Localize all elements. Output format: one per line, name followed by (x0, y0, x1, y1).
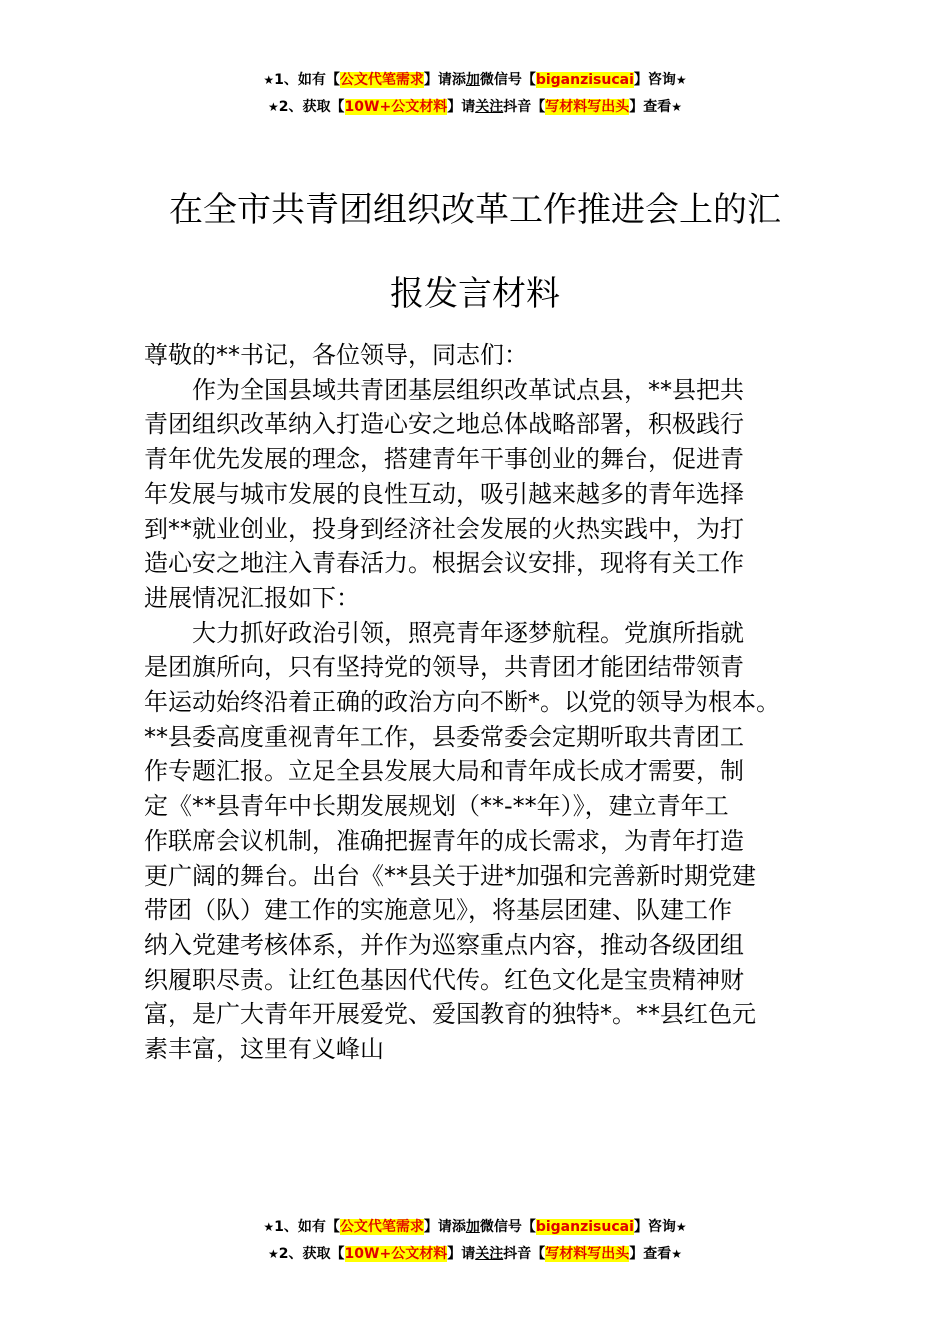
star-icon: ★ (268, 100, 279, 114)
promo-footer (0, 1214, 950, 1268)
title-line-2: 报发言材料 (390, 274, 560, 314)
star-icon: ★ (675, 1220, 687, 1234)
promo-underlined-text: 关注 (475, 99, 504, 115)
promo-text: 2、获取【 (278, 1246, 345, 1262)
promo-text: 2、获取【 (278, 99, 345, 115)
paragraph-line: 青团组织改革纳入打造心安之地总体战略部署，积极践行 (144, 410, 744, 439)
promo-text: 微信号【 (479, 72, 536, 88)
promo-text: 】咨询 (633, 1219, 676, 1235)
promo-highlight: biganzisucai (535, 72, 634, 88)
paragraph-line: 定《**县青年中长期发展规划（**-**年）》，建立青年工 (144, 792, 729, 821)
paragraph-line: 青年优先发展的理念，搭建青年干事创业的舞台，促进青 (144, 445, 744, 474)
paragraph-line: 大力抓好政治引领，照亮青年逐梦航程。党旗所指就 (192, 618, 744, 647)
paragraph-line: 到**就业创业，投身到经济社会发展的火热实践中，为打 (144, 514, 744, 543)
star-icon: ★ (268, 1247, 279, 1261)
paragraph-line: 带团（队）建工作的实施意见》，将基层团建、队建工作 (144, 896, 732, 925)
promo-underlined-text: 加 (465, 72, 480, 88)
promo-line-1 (0, 67, 950, 94)
promo-text: 】请添 (423, 72, 466, 88)
star-icon: ★ (671, 100, 682, 114)
promo-line-2 (0, 94, 950, 121)
promo-text: 】请 (447, 1246, 476, 1262)
paragraph-line: 造心安之地注入青春活力。根据会议安排，现将有关工作 (144, 549, 744, 578)
paragraph-line: 纳入党建考核体系，并作为巡察重点内容，推动各级团组 (144, 930, 744, 959)
promo-text: 】查看 (629, 99, 672, 115)
document-body (144, 338, 808, 1067)
promo-text: 1、如有【 (274, 1219, 340, 1235)
paragraph-line: 年发展与城市发展的良性互动，吸引越来越多的青年选择 (144, 479, 744, 508)
promo-text: 】请添 (423, 1219, 466, 1235)
star-icon: ★ (675, 73, 687, 87)
paragraph-line: **县委高度重视青年工作，县委常委会定期听取共青团工 (144, 722, 744, 751)
promo-line-2 (0, 1241, 950, 1268)
paragraph-line: 素丰富，这里有义峰山 (144, 1035, 384, 1064)
promo-text: 】请 (447, 99, 476, 115)
promo-underlined-text: 加 (465, 1219, 480, 1235)
salutation-text: 尊敬的**书记，各位领导，同志们： (144, 341, 528, 369)
promo-highlight: 10W+公文材料 (344, 99, 448, 115)
paragraph-line: 作为全国县域共青团基层组织改革试点县，**县把共 (192, 375, 744, 404)
promo-highlight: 写材料写出头 (545, 1246, 630, 1262)
paragraph-line: 织履职尽责。让红色基因代代传。红色文化是宝贵精神财 (144, 965, 744, 994)
promo-line-1 (0, 1214, 950, 1241)
star-icon: ★ (263, 1220, 275, 1234)
salutation (144, 338, 808, 373)
promo-highlight: 10W+公文材料 (344, 1246, 448, 1262)
promo-text: 】查看 (629, 1246, 672, 1262)
paragraph-line: 更广阔的舞台。出台《**县关于进*加强和完善新时期党建 (144, 861, 756, 890)
promo-highlight: 公文代笔需求 (339, 1219, 424, 1235)
promo-text: 微信号【 (479, 1219, 536, 1235)
promo-highlight: biganzisucai (535, 1219, 634, 1235)
promo-text: 】咨询 (633, 72, 676, 88)
title-line-1: 在全市共青团组织改革工作推进会上的汇 (169, 190, 781, 230)
star-icon: ★ (263, 73, 275, 87)
promo-header (0, 67, 950, 121)
paragraph-line: 富，是广大青年开展爱党、爱国教育的独特*。**县红色元 (144, 1000, 756, 1029)
paragraph-line: 作联席会议机制，准确把握青年的成长需求，为青年打造 (144, 826, 744, 855)
promo-highlight: 写材料写出头 (545, 99, 630, 115)
paragraph-political-guidance (144, 616, 808, 1067)
paragraph-line: 年运动始终沿着正确的政治方向不断*。以党的领导为根本。 (144, 688, 780, 717)
document-title (0, 168, 950, 336)
promo-underlined-text: 关注 (475, 1246, 504, 1262)
paragraph-intro (144, 373, 808, 616)
paragraph-line: 作专题汇报。立足全县发展大局和青年成长成才需要，制 (144, 757, 744, 786)
promo-text: 抖音【 (503, 99, 546, 115)
promo-text: 1、如有【 (274, 72, 340, 88)
paragraph-line: 是团旗所向，只有坚持党的领导，共青团才能团结带领青 (144, 653, 744, 682)
promo-highlight: 公文代笔需求 (339, 72, 424, 88)
promo-text: 抖音【 (503, 1246, 546, 1262)
star-icon: ★ (671, 1247, 682, 1261)
paragraph-line: 进展情况汇报如下： (144, 583, 360, 612)
